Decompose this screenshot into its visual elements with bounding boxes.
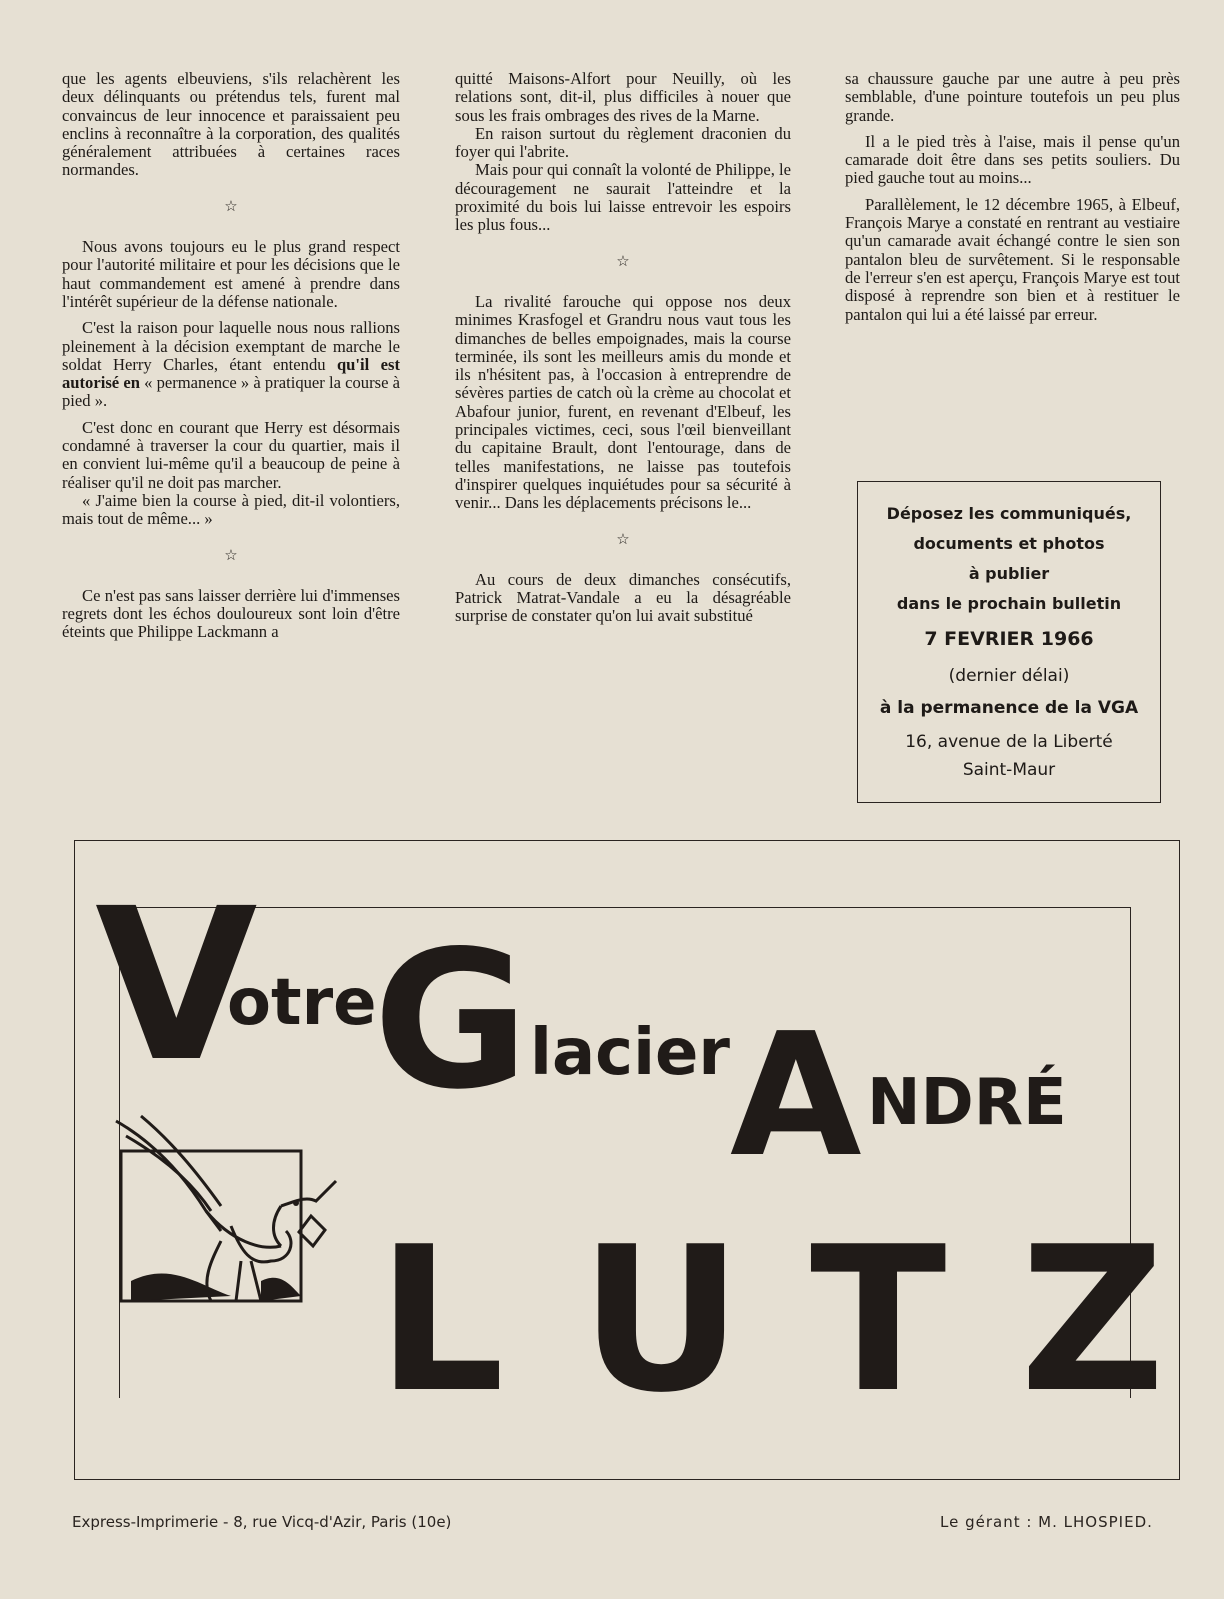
notice-line: (dernier délai): [948, 666, 1070, 686]
star-separator-icon: ☆: [224, 547, 238, 564]
printer-credit: Express-Imprimerie - 8, rue Vicq-d'Azir, Paris (10e): [72, 1513, 452, 1531]
manager-credit: Le gérant : M. LHOSPIED.: [940, 1513, 1153, 1531]
notice-address: 16, avenue de la Liberté: [905, 732, 1113, 752]
star-separator-icon: ☆: [224, 198, 238, 215]
submission-notice-box: [857, 481, 1161, 803]
ad-letter-a: A: [730, 997, 862, 1195]
ad-word-lacier: lacier: [530, 1016, 730, 1090]
star-separator-icon: ☆: [616, 531, 630, 548]
ad-letter-u: U: [580, 1204, 743, 1437]
column-2: [455, 70, 791, 626]
ad-letter-t: T: [810, 1204, 947, 1437]
notice-line: Déposez les communiqués,: [886, 504, 1132, 523]
paragraph: Ce n'est pas sans laisser derrière lui d'immenses regrets dont les échos douloureux sont loin d'être éteints que Philippe Lackmann a: [62, 585, 400, 642]
column-1: [62, 70, 400, 642]
ad-word-ndre: NDRÉ: [867, 1066, 1067, 1140]
paragraph: « J'aime bien la course à pied, dit-il volontiers, mais tout de même... »: [62, 490, 400, 529]
notice-city: Saint-Maur: [962, 760, 1056, 780]
paragraph: Parallèlement, le 12 décembre 1965, à Elbeuf, François Marye a constaté en rentrant au vestiaire qu'un camarade avait échangé contre le sien son pantalon bleu de survêtement. Si le responsable de l'erreur s'en est aperçu, François Marye est tout disposé à reprendre son bien et à restituer le pantalon qui lui a été laissé par erreur.: [845, 194, 1180, 324]
ad-letter-g: G: [373, 910, 529, 1131]
paragraph: Il a le pied très à l'aise, mais il pense qu'un camarade doit être dans ses petits souliers. Du pied gauche tout au moins...: [845, 131, 1180, 188]
paragraph: En raison surtout du règlement draconien du foyer qui l'abrite.: [455, 123, 791, 162]
paragraph: quitté Maisons-Alfort pour Neuilly, où les relations sont, dit-il, plus difficiles à nouer que sous les frais ombrages des rives de la Marne.: [455, 69, 791, 125]
notice-line: à publier: [968, 564, 1050, 583]
notice-line: à la permanence de la VGA: [879, 698, 1139, 718]
notice-line: dans le prochain bulletin: [896, 594, 1122, 613]
column-3: [845, 70, 1180, 324]
ad-word-otre: otre: [227, 966, 377, 1040]
notice-line: documents et photos: [913, 534, 1105, 553]
paragraph: La rivalité farouche qui oppose nos deux minimes Krasfogel et Grandru nous vaut tous les dimanches de belles empoignades, mais la course terminée, ils sont les meilleurs amis du monde et ils n'hésitent pas, à l'occasion à entreprendre de sévères parties de catch où la crème au chocolat et Abafour junior, furent, en revenant d'Elbeuf, les principales victimes, ceci, sous l'œil bienveillant du capitaine Brault, dont l'entourage, dans de telles manifestations, ne laisse pas toutefois d'inspirer quelques inquiétudes pour sa sécurité à venir... Dans les déplacements précisons le...: [455, 291, 791, 513]
notice-deadline-date: 7 FEVRIER 1966: [924, 628, 1094, 650]
ad-letter-v: V: [95, 863, 258, 1108]
bird-with-bottle-logo-icon: [111, 1111, 351, 1311]
paragraph: Mais pour qui connaît la volonté de Philippe, le découragement ne saurait l'atteindre et la proximité du bois lui laisse entrevoir les espoirs les plus fous...: [455, 160, 791, 235]
ad-letter-z: Z: [1020, 1204, 1166, 1437]
paragraph: Au cours de deux dimanches consécutifs, Patrick Matrat-Vandale a eu la désagréable surprise de constater qu'on lui avait substitué: [455, 569, 791, 626]
paragraph: que les agents elbeuviens, s'ils relachèrent les deux délinquants ou prétendus tels, furent mal convaincus de leur innocence et paraissaient peu enclins à reconnaître à la corporation, des qualités généralement attribuées à certaines races normandes.: [62, 69, 400, 180]
paragraph: C'est la raison pour laquelle nous nous rallions pleinement à la décision exemptant de marche le soldat Herry Charles, étant entendu qu'il est autorisé en « permanence » à pratiquer la course à pied ».: [62, 318, 400, 411]
star-separator-icon: ☆: [616, 253, 630, 270]
glacier-advertisement: [74, 840, 1180, 1480]
ad-letter-l: L: [377, 1204, 505, 1437]
paragraph: sa chaussure gauche par une autre à peu près semblable, d'une pointure toutefois un peu plus grande.: [845, 69, 1180, 125]
bold-text: qu'il est autorisé en: [62, 354, 400, 393]
paragraph: C'est donc en courant que Herry est désormais condamné à traverser la cour du quartier, mais il en convient lui-même qu'il a beaucoup de peine à réaliser qu'il ne doit pas marcher.: [62, 417, 400, 492]
paragraph: Nous avons toujours eu le plus grand respect pour l'autorité militaire et pour les décisions que le haut commandement est amené à prendre dans l'intérêt supérieur de la défense nationale.: [62, 237, 400, 311]
